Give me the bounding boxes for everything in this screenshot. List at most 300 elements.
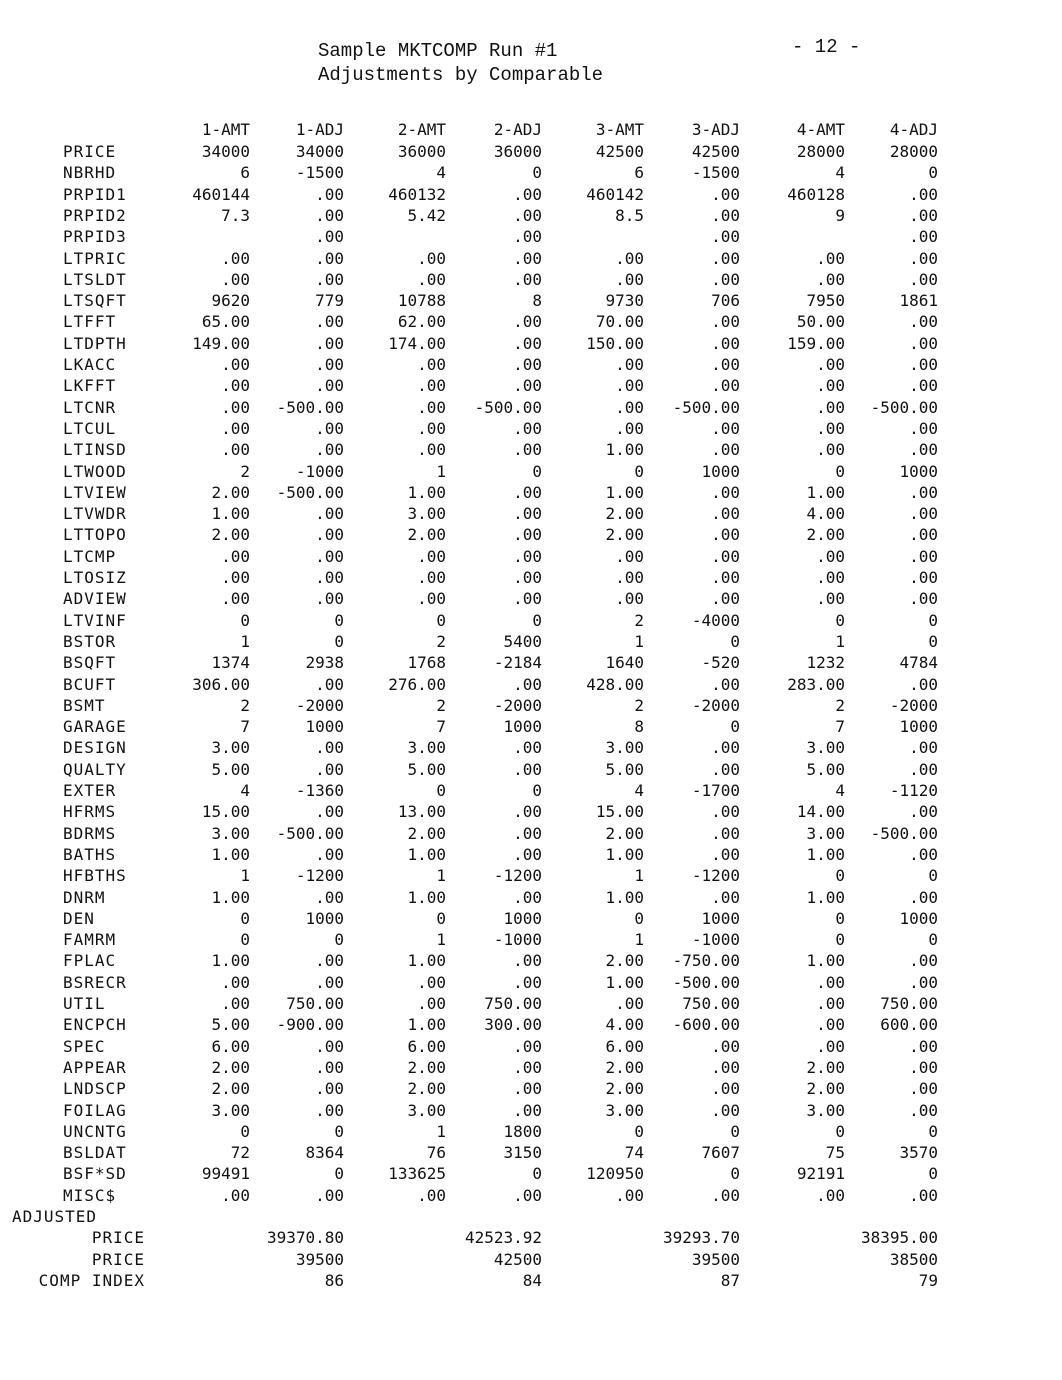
table-cell: .00 xyxy=(615,269,644,289)
row-label: EXTER xyxy=(63,781,117,800)
table-cell: 2.00 xyxy=(407,1079,446,1099)
row-label: SPEC xyxy=(63,1036,106,1056)
row-label: BSLDAT xyxy=(63,1143,127,1163)
table-cell: 3150 xyxy=(503,1143,542,1163)
table-cell: .00 xyxy=(513,184,542,204)
table-cell: .00 xyxy=(315,333,344,353)
summary-cell: 39293.70 xyxy=(662,1228,740,1248)
table-cell: 7.3 xyxy=(221,205,250,225)
summary-cell: 42500 xyxy=(493,1249,542,1269)
table-cell: 2.00 xyxy=(407,823,446,843)
table-cell: .00 xyxy=(417,355,446,374)
table-cell: .00 xyxy=(909,802,938,822)
table-cell: 0 xyxy=(835,930,845,950)
table-cell: 1 xyxy=(835,631,845,651)
table-cell: .00 xyxy=(909,418,938,438)
table-cell: 2 xyxy=(835,695,845,715)
row-label: LKACC xyxy=(63,355,117,374)
table-cell: .00 xyxy=(315,1079,344,1099)
table-cell: 706 xyxy=(711,291,740,311)
table-cell: 5.42 xyxy=(407,205,446,225)
table-cell: 1.00 xyxy=(806,482,845,502)
table-cell: .00 xyxy=(711,1057,740,1077)
table-cell: 34000 xyxy=(201,142,250,161)
table-cell: .00 xyxy=(711,1100,740,1120)
row-label: PRPID1 xyxy=(63,184,127,204)
table-cell: .00 xyxy=(816,248,845,268)
table-cell: .00 xyxy=(417,589,446,609)
row-label: LTVINF xyxy=(63,610,127,630)
table-cell: .00 xyxy=(513,802,542,822)
table-cell: 6.00 xyxy=(211,1036,250,1056)
table-cell: 0 xyxy=(730,631,740,651)
table-cell: 10788 xyxy=(397,291,446,311)
table-cell: 306.00 xyxy=(192,674,250,694)
table-cell: .00 xyxy=(513,1185,542,1205)
table-cell: -2000 xyxy=(295,695,344,715)
table-cell: -1120 xyxy=(889,781,938,800)
table-cell: .00 xyxy=(315,546,344,566)
table-cell: 0 xyxy=(436,610,446,630)
table-cell: .00 xyxy=(221,440,250,460)
row-label: LNDSCP xyxy=(63,1079,127,1099)
table-cell: .00 xyxy=(711,674,740,694)
table-cell: 70.00 xyxy=(595,312,644,332)
table-cell: .00 xyxy=(615,1185,644,1205)
row-label: LTCMP xyxy=(63,546,117,566)
table-cell: 283.00 xyxy=(787,674,845,694)
table-cell: -520 xyxy=(701,653,740,673)
table-cell: 460144 xyxy=(192,184,250,204)
table-cell: .00 xyxy=(909,525,938,545)
table-cell: .00 xyxy=(417,397,446,417)
table-cell: .00 xyxy=(909,504,938,524)
table-cell: .00 xyxy=(315,525,344,545)
adjusted-section-label: ADJUSTED xyxy=(12,1207,98,1226)
table-cell: .00 xyxy=(711,738,740,758)
summary-row-label: PRICE xyxy=(91,1228,145,1248)
table-cell: 0 xyxy=(334,1121,344,1141)
table-cell: 0 xyxy=(532,163,542,183)
table-cell: 0 xyxy=(730,1121,740,1141)
table-cell: .00 xyxy=(711,844,740,864)
row-label: LKFFT xyxy=(63,376,117,396)
table-cell: .00 xyxy=(513,589,542,609)
table-cell: .00 xyxy=(417,546,446,566)
table-cell: 1.00 xyxy=(605,887,644,907)
table-cell: .00 xyxy=(315,440,344,460)
table-cell: .00 xyxy=(315,418,344,438)
summary-row-label: COMP INDEX xyxy=(38,1270,145,1290)
table-cell: .00 xyxy=(909,1057,938,1077)
table-cell: .00 xyxy=(513,355,542,374)
row-label: LTCUL xyxy=(63,418,117,438)
table-cell: .00 xyxy=(711,1185,740,1205)
table-cell: .00 xyxy=(615,589,644,609)
table-cell: 149.00 xyxy=(192,333,250,353)
table-cell: 159.00 xyxy=(787,333,845,353)
table-cell: .00 xyxy=(615,418,644,438)
table-cell: .00 xyxy=(513,738,542,758)
table-cell: 1 xyxy=(240,631,250,651)
table-cell: -500.00 xyxy=(276,823,344,843)
table-cell: -2000 xyxy=(493,695,542,715)
table-cell: .00 xyxy=(221,376,250,396)
table-cell: 133625 xyxy=(388,1164,446,1184)
table-cell: .00 xyxy=(513,887,542,907)
table-cell: 1768 xyxy=(407,653,446,673)
table-cell: -1200 xyxy=(691,866,740,886)
column-header-4-amt: 4-AMT xyxy=(796,120,845,139)
table-cell: .00 xyxy=(909,844,938,864)
table-cell: .00 xyxy=(513,972,542,992)
table-cell: 3.00 xyxy=(407,1100,446,1120)
table-cell: -2000 xyxy=(691,695,740,715)
table-cell: 2.00 xyxy=(605,504,644,524)
table-cell: 0 xyxy=(928,866,938,886)
table-cell: -1360 xyxy=(295,781,344,800)
table-cell: .00 xyxy=(816,440,845,460)
table-cell: 0 xyxy=(835,1121,845,1141)
table-cell: 1.00 xyxy=(605,440,644,460)
table-cell: .00 xyxy=(417,248,446,268)
row-label: LTVWDR xyxy=(63,504,127,524)
table-cell: 2 xyxy=(634,695,644,715)
row-label: BCUFT xyxy=(63,674,117,694)
table-cell: .00 xyxy=(513,269,542,289)
table-cell: 0 xyxy=(334,631,344,651)
table-cell: 2.00 xyxy=(806,525,845,545)
table-cell: .00 xyxy=(513,205,542,225)
table-cell: 1 xyxy=(436,866,446,886)
table-cell: .00 xyxy=(221,397,250,417)
table-cell: .00 xyxy=(816,546,845,566)
table-cell: .00 xyxy=(315,589,344,609)
table-cell: -1200 xyxy=(493,866,542,886)
table-cell: .00 xyxy=(315,1057,344,1077)
table-cell: .00 xyxy=(513,759,542,779)
table-cell: 0 xyxy=(730,1164,740,1184)
table-cell: 3.00 xyxy=(407,738,446,758)
table-cell: .00 xyxy=(221,248,250,268)
table-cell: .00 xyxy=(221,972,250,992)
table-cell: 1 xyxy=(634,631,644,651)
row-label: LTFFT xyxy=(63,312,117,332)
table-cell: .00 xyxy=(711,1036,740,1056)
table-cell: .00 xyxy=(513,418,542,438)
table-cell: .00 xyxy=(711,355,740,374)
table-cell: .00 xyxy=(909,546,938,566)
table-cell: 2.00 xyxy=(211,482,250,502)
table-cell: .00 xyxy=(315,887,344,907)
table-cell: .00 xyxy=(615,376,644,396)
table-cell: 460132 xyxy=(388,184,446,204)
table-cell: .00 xyxy=(315,248,344,268)
table-cell: 5.00 xyxy=(605,759,644,779)
table-cell: .00 xyxy=(711,589,740,609)
table-cell: .00 xyxy=(221,568,250,587)
table-cell: 0 xyxy=(240,1121,250,1141)
table-cell: 1.00 xyxy=(407,482,446,502)
table-cell: 460142 xyxy=(586,184,644,204)
table-cell: 1.00 xyxy=(806,844,845,864)
summary-cell: 42523.92 xyxy=(464,1228,542,1248)
table-cell: .00 xyxy=(221,589,250,609)
summary-cell: 84 xyxy=(522,1270,542,1290)
table-cell: 6 xyxy=(634,163,644,183)
table-cell: 0 xyxy=(436,781,446,800)
table-cell: 1000 xyxy=(305,717,344,737)
table-cell: .00 xyxy=(315,312,344,332)
table-cell: 4.00 xyxy=(806,504,845,524)
table-cell: 2.00 xyxy=(407,1057,446,1077)
table-cell: 2.00 xyxy=(605,823,644,843)
table-cell: .00 xyxy=(909,205,938,225)
column-header-2-adj: 2-ADJ xyxy=(493,120,542,139)
table-cell: 1000 xyxy=(701,461,740,481)
table-cell: 15.00 xyxy=(595,802,644,822)
table-cell: -1000 xyxy=(691,930,740,950)
table-cell: .00 xyxy=(513,376,542,396)
table-cell: 7950 xyxy=(806,291,845,311)
table-cell: 74 xyxy=(624,1143,644,1163)
table-cell: 0 xyxy=(928,610,938,630)
table-cell: 0 xyxy=(835,908,845,928)
table-cell: .00 xyxy=(909,568,938,587)
table-cell: .00 xyxy=(513,1100,542,1120)
table-cell: .00 xyxy=(711,759,740,779)
table-cell: -500.00 xyxy=(672,972,740,992)
table-cell: 0 xyxy=(835,610,845,630)
table-cell: 3570 xyxy=(899,1143,938,1163)
table-cell: .00 xyxy=(711,418,740,438)
table-cell: .00 xyxy=(417,269,446,289)
table-cell: .00 xyxy=(909,1079,938,1099)
row-label: MISC$ xyxy=(63,1185,117,1205)
table-cell: 1000 xyxy=(503,717,542,737)
table-cell: 1 xyxy=(634,866,644,886)
summary-cell: 79 xyxy=(918,1270,938,1290)
table-cell: 9620 xyxy=(211,291,250,311)
table-cell: .00 xyxy=(417,440,446,460)
table-cell: 7 xyxy=(835,717,845,737)
table-cell: 4 xyxy=(835,163,845,183)
table-cell: -1000 xyxy=(493,930,542,950)
table-cell: 34000 xyxy=(295,142,344,161)
row-label: BDRMS xyxy=(63,823,117,843)
summary-cell: 86 xyxy=(324,1270,344,1290)
table-cell: .00 xyxy=(909,1100,938,1120)
table-cell: 3.00 xyxy=(211,1100,250,1120)
table-cell: 2.00 xyxy=(605,1057,644,1077)
table-cell: .00 xyxy=(417,418,446,438)
table-cell: -1200 xyxy=(295,866,344,886)
row-label: APPEAR xyxy=(63,1057,127,1077)
table-cell: 2.00 xyxy=(407,525,446,545)
table-cell: 5400 xyxy=(503,631,542,651)
table-cell: 1000 xyxy=(899,461,938,481)
page-subtitle: Adjustments by Comparable xyxy=(318,64,604,86)
table-cell: .00 xyxy=(711,269,740,289)
table-cell: -500.00 xyxy=(870,397,938,417)
row-label: FOILAG xyxy=(63,1100,127,1120)
row-label: PRPID2 xyxy=(63,205,127,225)
table-cell: 750.00 xyxy=(880,994,938,1013)
table-cell: -900.00 xyxy=(276,1015,344,1035)
table-cell: 0 xyxy=(532,1164,542,1184)
table-cell: 76 xyxy=(426,1143,446,1163)
row-label: ADVIEW xyxy=(63,589,127,609)
table-cell: .00 xyxy=(513,227,542,247)
row-label: BSMT xyxy=(63,695,106,715)
table-cell: 1 xyxy=(436,1121,446,1141)
table-cell: 1 xyxy=(436,930,446,950)
table-cell: .00 xyxy=(513,248,542,268)
table-cell: 1.00 xyxy=(407,887,446,907)
table-cell: .00 xyxy=(315,269,344,289)
summary-cell: 38395.00 xyxy=(860,1228,938,1248)
table-cell: 0 xyxy=(634,1121,644,1141)
table-cell: .00 xyxy=(221,355,250,374)
table-cell: 6 xyxy=(240,163,250,183)
table-cell: 4 xyxy=(634,781,644,800)
table-cell: 4.00 xyxy=(605,1015,644,1035)
table-cell: .00 xyxy=(417,972,446,992)
table-cell: 4784 xyxy=(899,653,938,673)
table-cell: .00 xyxy=(513,1079,542,1099)
table-cell: 3.00 xyxy=(211,823,250,843)
table-cell: .00 xyxy=(909,589,938,609)
table-cell: -1000 xyxy=(295,461,344,481)
table-cell: .00 xyxy=(909,269,938,289)
table-cell: .00 xyxy=(513,1057,542,1077)
table-cell: .00 xyxy=(909,1185,938,1205)
table-cell: 0 xyxy=(835,866,845,886)
summary-cell: 87 xyxy=(720,1270,740,1290)
table-cell: 150.00 xyxy=(586,333,644,353)
table-cell: 750.00 xyxy=(484,994,542,1013)
table-cell: 0 xyxy=(730,717,740,737)
summary-row-label: PRICE xyxy=(91,1249,145,1269)
table-cell: 62.00 xyxy=(397,312,446,332)
table-cell: .00 xyxy=(513,823,542,843)
table-cell: 2938 xyxy=(305,653,344,673)
table-cell: 1000 xyxy=(701,908,740,928)
table-cell: .00 xyxy=(909,972,938,992)
table-cell: .00 xyxy=(315,568,344,587)
table-cell: 0 xyxy=(334,1164,344,1184)
table-cell: 1.00 xyxy=(605,972,644,992)
table-cell: 0 xyxy=(532,610,542,630)
table-cell: .00 xyxy=(221,269,250,289)
table-cell: 0 xyxy=(240,908,250,928)
table-cell: .00 xyxy=(816,589,845,609)
table-cell: 9730 xyxy=(605,291,644,311)
table-cell: 9 xyxy=(835,205,845,225)
table-cell: .00 xyxy=(816,1185,845,1205)
table-cell: 2 xyxy=(436,631,446,651)
table-cell: .00 xyxy=(909,227,938,247)
table-cell: .00 xyxy=(615,568,644,587)
table-cell: .00 xyxy=(909,674,938,694)
table-cell: 2.00 xyxy=(211,1057,250,1077)
column-header-3-amt: 3-AMT xyxy=(595,120,644,139)
row-label: DNRM xyxy=(63,887,106,907)
table-cell: 0 xyxy=(634,461,644,481)
row-label: LTSQFT xyxy=(63,291,127,311)
summary-cell: 39370.80 xyxy=(266,1228,344,1248)
table-cell: .00 xyxy=(315,674,344,694)
table-cell: 6.00 xyxy=(407,1036,446,1056)
table-cell: 7 xyxy=(240,717,250,737)
table-cell: .00 xyxy=(909,482,938,502)
table-cell: 4 xyxy=(835,781,845,800)
row-label: LTVIEW xyxy=(63,482,127,502)
table-cell: .00 xyxy=(816,397,845,417)
table-cell: 0 xyxy=(334,930,344,950)
table-cell: 2 xyxy=(240,695,250,715)
table-cell: .00 xyxy=(711,184,740,204)
row-label: LTDPTH xyxy=(63,333,127,353)
table-cell: 0 xyxy=(928,930,938,950)
table-cell: .00 xyxy=(711,312,740,332)
table-cell: .00 xyxy=(816,355,845,374)
table-cell: 7 xyxy=(436,717,446,737)
table-cell: .00 xyxy=(711,546,740,566)
row-label: UTIL xyxy=(63,994,106,1013)
table-cell: .00 xyxy=(816,1015,845,1035)
table-cell: .00 xyxy=(711,227,740,247)
table-cell: .00 xyxy=(221,418,250,438)
row-label: BSTOR xyxy=(63,631,117,651)
row-label: FPLAC xyxy=(63,951,117,971)
row-label: LTTOPO xyxy=(63,525,127,545)
table-cell: .00 xyxy=(513,1036,542,1056)
row-label: DESIGN xyxy=(63,738,127,758)
table-cell: 2.00 xyxy=(605,1079,644,1099)
table-cell: .00 xyxy=(711,333,740,353)
row-label: LTOSIZ xyxy=(63,568,127,587)
table-cell: 0 xyxy=(240,610,250,630)
table-cell: 0 xyxy=(334,610,344,630)
summary-cell: 38500 xyxy=(889,1249,938,1269)
table-cell: 3.00 xyxy=(605,1100,644,1120)
table-cell: .00 xyxy=(315,205,344,225)
column-header-1-amt: 1-AMT xyxy=(201,120,250,139)
table-cell: 1.00 xyxy=(407,951,446,971)
table-cell: .00 xyxy=(315,1185,344,1205)
row-label: DEN xyxy=(63,908,95,928)
table-cell: .00 xyxy=(315,844,344,864)
row-label: ENCPCH xyxy=(63,1015,127,1035)
table-cell: .00 xyxy=(909,887,938,907)
summary-cell: 39500 xyxy=(691,1249,740,1269)
row-label: HFBTHS xyxy=(63,866,127,886)
table-cell: .00 xyxy=(615,397,644,417)
table-cell: .00 xyxy=(315,504,344,524)
row-label: QUALTY xyxy=(63,759,127,779)
table-cell: 0 xyxy=(240,930,250,950)
table-cell: 750.00 xyxy=(682,994,740,1013)
table-cell: 14.00 xyxy=(796,802,845,822)
table-cell: .00 xyxy=(711,823,740,843)
table-cell: .00 xyxy=(909,333,938,353)
table-cell: .00 xyxy=(909,248,938,268)
table-cell: .00 xyxy=(513,844,542,864)
table-cell: 5.00 xyxy=(806,759,845,779)
table-cell: 779 xyxy=(315,291,344,311)
table-cell: 2 xyxy=(240,461,250,481)
